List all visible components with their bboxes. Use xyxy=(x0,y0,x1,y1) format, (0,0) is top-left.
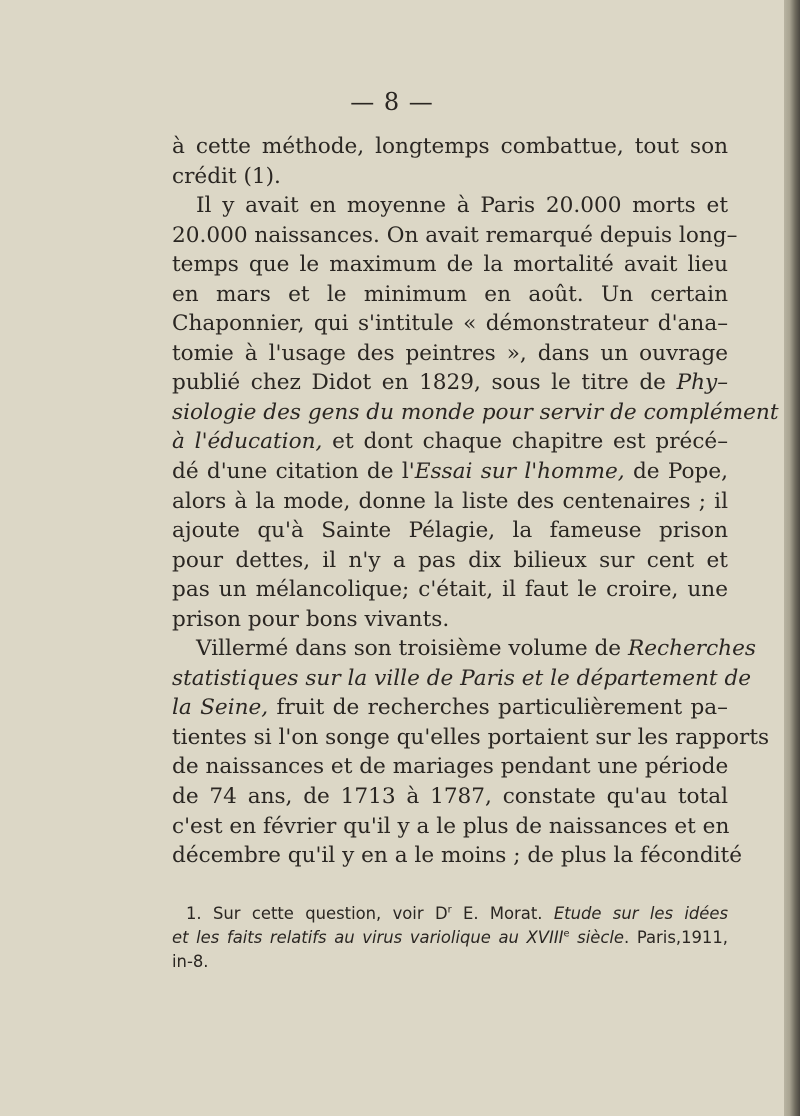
text-line: prison pour bons vivants. xyxy=(172,606,450,632)
text-line: alors à la mode, donne la liste des centenaires ; il xyxy=(172,488,728,514)
text-line: à cette méthode, longtemps combattue, tout son xyxy=(172,134,728,159)
text-line: à l'éducation, et dont chaque chapitre est précé– xyxy=(172,429,729,455)
page-number: — 8 — xyxy=(350,88,434,116)
text-line: en mars et le minimum en août. Un certain xyxy=(172,281,728,307)
text-line: ajoute qu'à Sainte Pélagie, la fameuse prison xyxy=(172,518,728,544)
footnote-line: 1. Sur cette question, voir $D^r$ E. Morat. Etude sur les idées xyxy=(186,904,728,923)
text-line: dé d'une citation de l'Essai sur l'homme, de Pope, xyxy=(172,459,729,485)
text-line: 20.000 naissances. On avait remarqué depuis long– xyxy=(172,222,738,248)
text-line: de 74 ans, de 1713 à 1787, constate qu'au total xyxy=(172,784,728,810)
text-line: statistiques sur la ville de Paris et le département de xyxy=(172,665,752,691)
text-line: Chaponnier, qui s'intitule « démonstrateur d'ana– xyxy=(172,311,728,337)
text-line: publié chez Didot en 1829, sous le titre de Phy– xyxy=(172,370,728,396)
text-line: décembre qu'il y en a le moins ; de plus la fécondité xyxy=(172,843,743,869)
text-line: c'est en février qu'il y a le plus de naissances et en xyxy=(172,813,730,839)
text-line: Villermé dans son troisième volume de Recherches xyxy=(196,636,756,662)
text-line: Il y avait en moyenne à Paris 20.000 morts et xyxy=(196,193,728,219)
footnote xyxy=(172,902,728,974)
text-line: crédit (1). xyxy=(172,163,281,189)
text-line: pas un mélancolique; c'était, il faut le croire, une xyxy=(172,577,728,603)
text-line: tomie à l'usage des peintres », dans un ouvrage xyxy=(172,340,728,366)
page-edge-shadow xyxy=(784,0,800,1116)
text-line: de naissances et de mariages pendant une période xyxy=(172,754,729,780)
text-line: tientes si l'on songe qu'elles portaient sur les rapports xyxy=(172,724,770,750)
text-line: pour dettes, il n'y a pas dix bilieux sur cent et xyxy=(172,547,728,573)
main-text xyxy=(172,132,779,871)
text-line: temps que le maximum de la mortalité avait lieu xyxy=(172,252,728,278)
footnote-line: et les faits relatifs au virus variolique au XVIIIe siècle. Paris,1911, xyxy=(172,928,728,947)
footnote-line: in-8. xyxy=(172,952,209,971)
text-line: siologie des gens du monde pour servir de complément xyxy=(172,399,779,425)
text-line: la Seine, fruit de recherches particulièrement pa– xyxy=(172,695,728,721)
